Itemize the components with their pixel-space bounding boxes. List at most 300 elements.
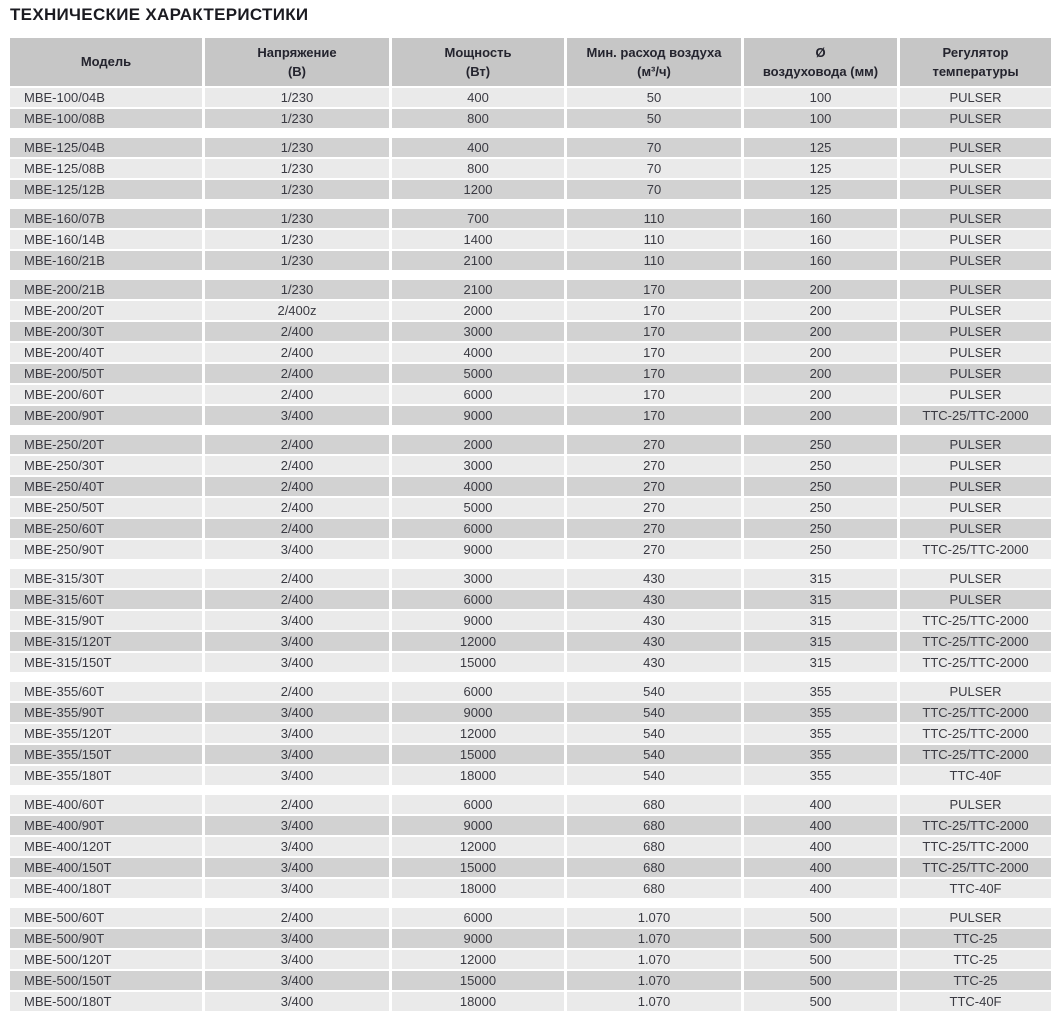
cell-duct: 500: [744, 971, 897, 990]
table-row: [10, 519, 1051, 538]
cell-power: 2100: [392, 251, 564, 270]
cell-airflow: 170: [567, 280, 741, 299]
group-gap: [10, 900, 1051, 908]
cell-voltage: 2/400: [205, 908, 389, 927]
cell-airflow: 270: [567, 456, 741, 475]
cell-airflow: 70: [567, 180, 741, 199]
cell-airflow: 170: [567, 385, 741, 404]
cell-model: MBE-500/90T: [10, 929, 202, 948]
cell-power: 6000: [392, 590, 564, 609]
cell-power: 9000: [392, 540, 564, 559]
cell-airflow: 170: [567, 301, 741, 320]
cell-duct: 200: [744, 385, 897, 404]
column-header-line: Модель: [80, 54, 132, 70]
cell-duct: 315: [744, 653, 897, 672]
cell-airflow: 540: [567, 745, 741, 764]
cell-duct: 250: [744, 435, 897, 454]
column-header-line: Мин. расход воздуха: [586, 44, 722, 60]
cell-power: 700: [392, 209, 564, 228]
cell-duct: 200: [744, 343, 897, 362]
cell-regulator: TTC-25/TTC-2000: [900, 858, 1051, 877]
table-row: [10, 138, 1051, 157]
cell-power: 5000: [392, 364, 564, 383]
cell-power: 6000: [392, 908, 564, 927]
cell-regulator: TTC-25: [900, 929, 1051, 948]
cell-regulator: TTC-40F: [900, 766, 1051, 785]
table-row: [10, 88, 1051, 107]
cell-power: 15000: [392, 858, 564, 877]
cell-power: 6000: [392, 795, 564, 814]
cell-voltage: 3/400: [205, 971, 389, 990]
cell-regulator: TTC-40F: [900, 992, 1051, 1011]
cell-airflow: 540: [567, 682, 741, 701]
cell-power: 2000: [392, 435, 564, 454]
cell-duct: 500: [744, 992, 897, 1011]
cell-regulator: PULSER: [900, 280, 1051, 299]
cell-duct: 315: [744, 611, 897, 630]
group-gap: [10, 427, 1051, 435]
cell-model: MBE-355/90T: [10, 703, 202, 722]
cell-power: 18000: [392, 766, 564, 785]
cell-airflow: 1.070: [567, 971, 741, 990]
table-row: [10, 280, 1051, 299]
cell-airflow: 1.070: [567, 950, 741, 969]
cell-duct: 250: [744, 540, 897, 559]
cell-power: 12000: [392, 724, 564, 743]
cell-power: 3000: [392, 456, 564, 475]
cell-airflow: 170: [567, 343, 741, 362]
cell-model: MBE-355/120T: [10, 724, 202, 743]
cell-model: MBE-250/60T: [10, 519, 202, 538]
cell-model: MBE-400/120T: [10, 837, 202, 856]
cell-regulator: TTC-25/TTC-2000: [900, 611, 1051, 630]
cell-regulator: TTC-25/TTC-2000: [900, 540, 1051, 559]
table-row: [10, 385, 1051, 404]
cell-regulator: PULSER: [900, 159, 1051, 178]
cell-model: MBE-250/20T: [10, 435, 202, 454]
cell-airflow: 430: [567, 590, 741, 609]
cell-model: MBE-125/12B: [10, 180, 202, 199]
cell-voltage: 3/400: [205, 724, 389, 743]
cell-voltage: 3/400: [205, 540, 389, 559]
cell-duct: 250: [744, 456, 897, 475]
cell-power: 4000: [392, 343, 564, 362]
cell-voltage: 3/400: [205, 950, 389, 969]
cell-airflow: 110: [567, 230, 741, 249]
cell-duct: 355: [744, 703, 897, 722]
cell-model: MBE-400/150T: [10, 858, 202, 877]
cell-voltage: 2/400: [205, 343, 389, 362]
cell-voltage: 3/400: [205, 611, 389, 630]
cell-model: MBE-200/21B: [10, 280, 202, 299]
cell-duct: 200: [744, 406, 897, 425]
cell-regulator: TTC-25/TTC-2000: [900, 653, 1051, 672]
table-row: [10, 653, 1051, 672]
cell-power: 400: [392, 138, 564, 157]
column-header-line: воздуховода (мм): [762, 64, 879, 79]
table-row: [10, 343, 1051, 362]
cell-voltage: 3/400: [205, 653, 389, 672]
cell-duct: 250: [744, 477, 897, 496]
cell-regulator: TTC-25/TTC-2000: [900, 703, 1051, 722]
table-row: [10, 159, 1051, 178]
cell-duct: 250: [744, 498, 897, 517]
cell-airflow: 270: [567, 477, 741, 496]
table-row: [10, 879, 1051, 898]
cell-duct: 355: [744, 682, 897, 701]
cell-airflow: 270: [567, 540, 741, 559]
table-row: [10, 766, 1051, 785]
cell-regulator: TTC-25/TTC-2000: [900, 745, 1051, 764]
cell-duct: 125: [744, 138, 897, 157]
cell-duct: 400: [744, 837, 897, 856]
cell-regulator: PULSER: [900, 230, 1051, 249]
cell-regulator: PULSER: [900, 477, 1051, 496]
cell-voltage: 2/400: [205, 569, 389, 588]
cell-model: MBE-315/120T: [10, 632, 202, 651]
column-header-power: [392, 38, 564, 86]
cell-voltage: 1/230: [205, 230, 389, 249]
table-row: [10, 569, 1051, 588]
cell-power: 15000: [392, 745, 564, 764]
cell-model: MBE-400/60T: [10, 795, 202, 814]
cell-duct: 500: [744, 929, 897, 948]
cell-model: MBE-200/40T: [10, 343, 202, 362]
cell-power: 9000: [392, 611, 564, 630]
cell-power: 6000: [392, 519, 564, 538]
cell-duct: 400: [744, 795, 897, 814]
cell-voltage: 3/400: [205, 837, 389, 856]
cell-voltage: 2/400: [205, 456, 389, 475]
cell-duct: 100: [744, 109, 897, 128]
table-row: [10, 477, 1051, 496]
cell-voltage: 1/230: [205, 159, 389, 178]
specifications-table: [10, 38, 1051, 1011]
cell-power: 18000: [392, 992, 564, 1011]
cell-model: MBE-250/40T: [10, 477, 202, 496]
cell-regulator: PULSER: [900, 435, 1051, 454]
cell-airflow: 680: [567, 879, 741, 898]
cell-voltage: 2/400z: [205, 301, 389, 320]
cell-regulator: TTC-25: [900, 971, 1051, 990]
cell-voltage: 3/400: [205, 992, 389, 1011]
cell-voltage: 3/400: [205, 766, 389, 785]
cell-regulator: PULSER: [900, 795, 1051, 814]
table-row: [10, 745, 1051, 764]
cell-power: 800: [392, 109, 564, 128]
cell-regulator: PULSER: [900, 385, 1051, 404]
table-row: [10, 109, 1051, 128]
column-header-line: Напряжение: [257, 44, 337, 60]
cell-airflow: 540: [567, 766, 741, 785]
cell-duct: 160: [744, 230, 897, 249]
cell-model: MBE-355/150T: [10, 745, 202, 764]
table-row: [10, 364, 1051, 383]
cell-duct: 315: [744, 590, 897, 609]
cell-voltage: 3/400: [205, 745, 389, 764]
cell-power: 5000: [392, 498, 564, 517]
cell-model: MBE-160/07B: [10, 209, 202, 228]
group-gap: [10, 674, 1051, 682]
column-header-line: (м³/ч): [637, 64, 671, 79]
cell-airflow: 430: [567, 632, 741, 651]
cell-airflow: 70: [567, 138, 741, 157]
cell-airflow: 170: [567, 406, 741, 425]
cell-regulator: PULSER: [900, 301, 1051, 320]
cell-voltage: 1/230: [205, 138, 389, 157]
cell-airflow: 430: [567, 653, 741, 672]
cell-power: 2000: [392, 301, 564, 320]
column-header-duct: [744, 38, 897, 86]
table-row: [10, 837, 1051, 856]
cell-regulator: TTC-40F: [900, 879, 1051, 898]
cell-model: MBE-200/50T: [10, 364, 202, 383]
group-gap: [10, 561, 1051, 569]
cell-voltage: 2/400: [205, 498, 389, 517]
cell-power: 15000: [392, 971, 564, 990]
cell-duct: 200: [744, 280, 897, 299]
cell-airflow: 170: [567, 322, 741, 341]
cell-model: MBE-160/21B: [10, 251, 202, 270]
group-gap: [10, 201, 1051, 209]
cell-duct: 250: [744, 519, 897, 538]
column-header-line: температуры: [932, 64, 1019, 79]
table-body: [10, 88, 1051, 1011]
cell-model: MBE-315/90T: [10, 611, 202, 630]
cell-airflow: 1.070: [567, 992, 741, 1011]
cell-model: MBE-400/180T: [10, 879, 202, 898]
table-row: [10, 435, 1051, 454]
cell-voltage: 3/400: [205, 816, 389, 835]
cell-duct: 400: [744, 879, 897, 898]
group-gap: [10, 130, 1051, 138]
table-row: [10, 992, 1051, 1011]
cell-airflow: 50: [567, 88, 741, 107]
column-header-airflow: [567, 38, 741, 86]
cell-regulator: PULSER: [900, 180, 1051, 199]
cell-power: 18000: [392, 879, 564, 898]
table-row: [10, 406, 1051, 425]
cell-regulator: TTC-25/TTC-2000: [900, 816, 1051, 835]
cell-power: 9000: [392, 703, 564, 722]
cell-power: 400: [392, 88, 564, 107]
column-header-voltage: [205, 38, 389, 86]
cell-duct: 400: [744, 858, 897, 877]
cell-voltage: 3/400: [205, 858, 389, 877]
cell-duct: 315: [744, 632, 897, 651]
cell-airflow: 270: [567, 435, 741, 454]
cell-voltage: 3/400: [205, 879, 389, 898]
cell-voltage: 2/400: [205, 477, 389, 496]
cell-model: MBE-355/60T: [10, 682, 202, 701]
group-gap: [10, 787, 1051, 795]
cell-airflow: 1.070: [567, 929, 741, 948]
cell-voltage: 1/230: [205, 280, 389, 299]
cell-model: MBE-500/150T: [10, 971, 202, 990]
cell-airflow: 70: [567, 159, 741, 178]
cell-model: MBE-315/30T: [10, 569, 202, 588]
cell-airflow: 430: [567, 569, 741, 588]
column-header-line: (В): [287, 64, 307, 79]
table-row: [10, 724, 1051, 743]
cell-power: 12000: [392, 837, 564, 856]
cell-airflow: 680: [567, 816, 741, 835]
cell-regulator: PULSER: [900, 908, 1051, 927]
table-row: [10, 971, 1051, 990]
cell-duct: 500: [744, 908, 897, 927]
cell-model: MBE-125/04B: [10, 138, 202, 157]
cell-model: MBE-250/90T: [10, 540, 202, 559]
table-row: [10, 632, 1051, 651]
cell-duct: 200: [744, 322, 897, 341]
cell-power: 1200: [392, 180, 564, 199]
cell-regulator: PULSER: [900, 343, 1051, 362]
cell-airflow: 50: [567, 109, 741, 128]
cell-model: MBE-200/90T: [10, 406, 202, 425]
cell-regulator: PULSER: [900, 498, 1051, 517]
cell-voltage: 2/400: [205, 435, 389, 454]
cell-power: 9000: [392, 816, 564, 835]
cell-power: 3000: [392, 569, 564, 588]
cell-regulator: PULSER: [900, 251, 1051, 270]
cell-power: 9000: [392, 929, 564, 948]
cell-airflow: 430: [567, 611, 741, 630]
cell-airflow: 540: [567, 703, 741, 722]
cell-voltage: 1/230: [205, 88, 389, 107]
cell-model: MBE-500/120T: [10, 950, 202, 969]
cell-model: MBE-200/60T: [10, 385, 202, 404]
cell-regulator: TTC-25/TTC-2000: [900, 837, 1051, 856]
cell-airflow: 270: [567, 519, 741, 538]
cell-regulator: PULSER: [900, 569, 1051, 588]
cell-airflow: 540: [567, 724, 741, 743]
table-row: [10, 456, 1051, 475]
cell-regulator: PULSER: [900, 456, 1051, 475]
cell-voltage: 2/400: [205, 682, 389, 701]
table-row: [10, 498, 1051, 517]
cell-model: MBE-200/30T: [10, 322, 202, 341]
cell-voltage: 1/230: [205, 109, 389, 128]
cell-model: MBE-315/150T: [10, 653, 202, 672]
column-header-line: Ø: [815, 44, 826, 60]
cell-voltage: 1/230: [205, 209, 389, 228]
cell-airflow: 680: [567, 858, 741, 877]
table-row: [10, 590, 1051, 609]
cell-model: MBE-160/14B: [10, 230, 202, 249]
cell-voltage: 2/400: [205, 590, 389, 609]
table-row: [10, 251, 1051, 270]
cell-model: MBE-250/30T: [10, 456, 202, 475]
cell-airflow: 110: [567, 251, 741, 270]
cell-voltage: 2/400: [205, 364, 389, 383]
cell-duct: 315: [744, 569, 897, 588]
cell-airflow: 110: [567, 209, 741, 228]
cell-power: 12000: [392, 632, 564, 651]
column-header-regulator: [900, 38, 1051, 86]
table-row: [10, 929, 1051, 948]
cell-regulator: TTC-25/TTC-2000: [900, 406, 1051, 425]
cell-duct: 500: [744, 950, 897, 969]
column-header-line: Мощность: [444, 44, 512, 60]
cell-model: MBE-355/180T: [10, 766, 202, 785]
cell-regulator: PULSER: [900, 590, 1051, 609]
cell-duct: 100: [744, 88, 897, 107]
cell-airflow: 270: [567, 498, 741, 517]
cell-power: 2100: [392, 280, 564, 299]
table-row: [10, 795, 1051, 814]
table-row: [10, 322, 1051, 341]
cell-model: MBE-500/180T: [10, 992, 202, 1011]
cell-duct: 125: [744, 180, 897, 199]
cell-power: 1400: [392, 230, 564, 249]
table-header-row: [10, 38, 1051, 86]
table-row: [10, 703, 1051, 722]
cell-airflow: 170: [567, 364, 741, 383]
cell-model: MBE-400/90T: [10, 816, 202, 835]
cell-model: MBE-315/60T: [10, 590, 202, 609]
cell-airflow: 680: [567, 795, 741, 814]
cell-duct: 160: [744, 209, 897, 228]
table-row: [10, 858, 1051, 877]
cell-model: MBE-125/08B: [10, 159, 202, 178]
column-header-line: (Вт): [465, 64, 491, 79]
cell-voltage: 2/400: [205, 795, 389, 814]
group-gap: [10, 272, 1051, 280]
table-row: [10, 950, 1051, 969]
cell-regulator: PULSER: [900, 109, 1051, 128]
table-row: [10, 682, 1051, 701]
cell-model: MBE-100/08B: [10, 109, 202, 128]
cell-power: 3000: [392, 322, 564, 341]
cell-regulator: PULSER: [900, 519, 1051, 538]
cell-regulator: PULSER: [900, 322, 1051, 341]
cell-duct: 355: [744, 766, 897, 785]
table-row: [10, 209, 1051, 228]
cell-model: MBE-500/60T: [10, 908, 202, 927]
cell-duct: 200: [744, 301, 897, 320]
cell-voltage: 1/230: [205, 180, 389, 199]
cell-power: 6000: [392, 682, 564, 701]
table-row: [10, 230, 1051, 249]
cell-power: 15000: [392, 653, 564, 672]
page-title: ТЕХНИЧЕСКИЕ ХАРАКТЕРИСТИКИ: [10, 5, 309, 24]
cell-regulator: TTC-25/TTC-2000: [900, 724, 1051, 743]
cell-duct: 355: [744, 745, 897, 764]
cell-voltage: 2/400: [205, 519, 389, 538]
cell-regulator: PULSER: [900, 209, 1051, 228]
cell-voltage: 3/400: [205, 632, 389, 651]
cell-voltage: 1/230: [205, 251, 389, 270]
cell-power: 12000: [392, 950, 564, 969]
table-row: [10, 540, 1051, 559]
table-row: [10, 180, 1051, 199]
cell-duct: 400: [744, 816, 897, 835]
cell-model: MBE-250/50T: [10, 498, 202, 517]
cell-voltage: 3/400: [205, 929, 389, 948]
cell-voltage: 2/400: [205, 322, 389, 341]
cell-duct: 200: [744, 364, 897, 383]
cell-regulator: PULSER: [900, 88, 1051, 107]
cell-airflow: 680: [567, 837, 741, 856]
cell-model: MBE-200/20T: [10, 301, 202, 320]
cell-airflow: 1.070: [567, 908, 741, 927]
cell-regulator: TTC-25/TTC-2000: [900, 632, 1051, 651]
cell-power: 4000: [392, 477, 564, 496]
table-row: [10, 301, 1051, 320]
column-header-model: [10, 38, 202, 86]
cell-power: 9000: [392, 406, 564, 425]
cell-duct: 125: [744, 159, 897, 178]
